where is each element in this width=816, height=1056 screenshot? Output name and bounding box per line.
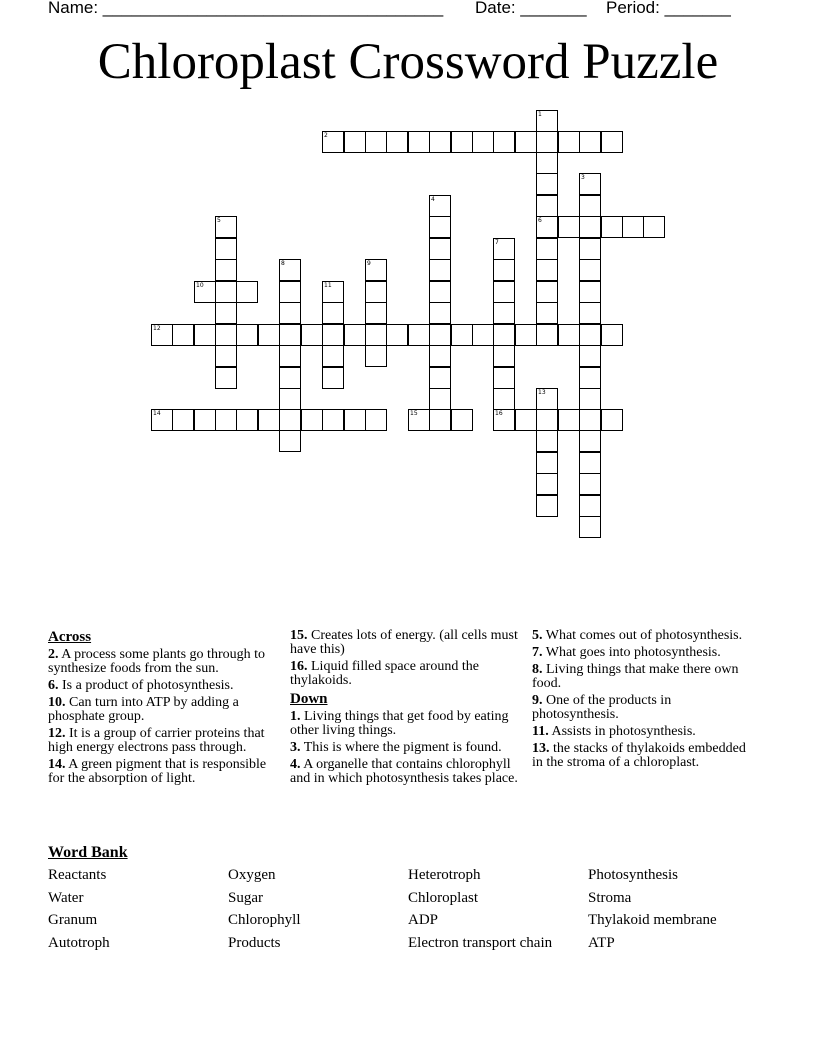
crossword-cell[interactable] [258,409,280,431]
crossword-cell[interactable] [301,324,323,346]
crossword-cell[interactable] [579,324,601,346]
word-bank-item: Chloroplast [408,889,478,906]
word-bank-item: Chlorophyll [228,912,301,929]
crossword-cell[interactable] [429,281,451,303]
crossword-cell[interactable] [579,195,601,217]
clue-down-5: 5. What comes out of photosynthesis. [532,628,743,643]
clues-column-1 [48,629,284,789]
crossword-cell[interactable] [579,452,601,474]
crossword-cell[interactable] [301,409,323,431]
crossword-cell[interactable] [579,345,601,367]
crossword-cell[interactable] [429,345,451,367]
crossword-cell[interactable] [365,302,387,324]
crossword-cell[interactable] [429,409,451,431]
crossword-cell[interactable] [579,238,601,260]
across-heading: Across [48,629,92,645]
crossword-cell[interactable] [215,345,237,367]
crossword-cell[interactable] [322,345,344,367]
clue-number: 6 [538,217,542,224]
clue-down-7: 7. What goes into photosynthesis. [532,645,721,660]
clue-down-3: 3. This is where the pigment is found. [290,740,502,755]
crossword-cell[interactable] [429,216,451,238]
crossword-cell[interactable] [579,131,601,153]
word-bank-item: Photosynthesis [588,867,679,883]
crossword-cell[interactable] [493,388,515,410]
page-title: Chloroplast Crossword Puzzle [97,34,719,90]
crossword-cell[interactable] [558,324,580,346]
crossword-cell[interactable] [558,409,580,431]
crossword-cell[interactable] [493,131,515,153]
crossword-cell[interactable] [279,324,301,346]
date-field[interactable]: Date: _______ [475,0,587,17]
clue-down-4: 4. A organelle that contains chlorophyll and in which photosynthesis takes place. [290,757,518,786]
crossword-cell[interactable] [493,324,515,346]
clue-number: 15 [410,410,418,417]
clue-number: 14 [153,410,161,417]
crossword-cell[interactable] [579,216,601,238]
crossword-cell[interactable] [172,324,194,346]
clue-number: 9 [367,260,371,267]
crossword-cell[interactable] [172,409,194,431]
crossword-cell[interactable] [622,216,644,238]
crossword-cell[interactable] [536,452,558,474]
name-field[interactable]: Name: ____________________________________ [48,0,444,17]
crossword-cell[interactable] [451,324,473,346]
clue-down-1: 1. Living things that get food by eating other living things. [290,709,509,738]
crossword-cell[interactable] [536,495,558,517]
crossword-cell[interactable] [601,409,623,431]
word-bank-item: Reactants [48,867,107,883]
crossword-cell[interactable] [365,345,387,367]
clue-number: 11 [324,282,332,289]
crossword-cell[interactable] [558,131,580,153]
crossword-cell[interactable] [493,345,515,367]
crossword-cell[interactable] [279,409,301,431]
crossword-cell[interactable] [493,302,515,324]
crossword-cell[interactable] [215,324,237,346]
crossword-cell[interactable] [579,409,601,431]
crossword-cell[interactable] [194,324,216,346]
crossword-cell[interactable] [279,388,301,410]
crossword-cell[interactable] [279,345,301,367]
clue-down-8: 8. Living things that make there own food. [532,662,739,691]
clue-number: 16 [495,410,503,417]
crossword-cell[interactable] [258,324,280,346]
crossword-cell[interactable] [386,131,408,153]
clue-across-16: 16. Liquid filled space around the thylakoids. [290,659,479,688]
crossword-cell[interactable] [429,259,451,281]
word-bank-item: Water [48,889,84,906]
crossword-cell[interactable] [429,388,451,410]
crossword-cell[interactable] [279,367,301,389]
crossword-cell[interactable] [536,238,558,260]
crossword-cell[interactable] [322,367,344,389]
crossword-cell[interactable] [215,281,237,303]
crossword-cell[interactable] [215,259,237,281]
clue-across-2: 2. A process some plants go through to synthesize foods from the sun. [48,647,265,676]
word-bank-item: ATP [588,935,615,952]
word-bank-item: ADP [408,912,439,929]
crossword-cell[interactable] [579,259,601,281]
crossword-cell[interactable] [322,409,344,431]
word-bank-item: Stroma [588,889,632,906]
word-bank-item: Oxygen [228,867,276,883]
crossword-cell[interactable] [386,324,408,346]
clue-across-15: 15. Creates lots of energy. (all cells must have this) [290,628,518,657]
crossword-cell[interactable] [236,281,258,303]
clue-number: 1 [538,111,542,118]
word-bank-item: Products [228,935,281,952]
crossword-cell[interactable] [493,367,515,389]
crossword-cell[interactable] [536,195,558,217]
down-heading: Down [290,691,328,707]
crossword-cell[interactable] [579,516,601,538]
clue-number: 7 [495,239,499,246]
crossword-cell[interactable] [279,302,301,324]
crossword-cell[interactable] [536,281,558,303]
word-bank-title: Word Bank [48,844,128,861]
crossword-cell[interactable] [493,281,515,303]
crossword-cell[interactable] [643,216,665,238]
crossword-cell[interactable] [451,409,473,431]
crossword-cell[interactable] [515,409,537,431]
crossword-cell[interactable] [536,259,558,281]
crossword-cell[interactable] [536,430,558,452]
clue-down-9: 9. One of the products in photosynthesis. [532,693,672,722]
crossword-cell[interactable] [279,430,301,452]
crossword-cell[interactable] [429,238,451,260]
clue-across-12: 12. It is a group of carrier proteins that high energy electrons pass through. [48,726,265,755]
crossword-cell[interactable] [536,473,558,495]
crossword-cell[interactable] [579,302,601,324]
crossword-cell[interactable] [279,281,301,303]
crossword-cell[interactable] [194,409,216,431]
crossword-cell[interactable] [579,430,601,452]
clue-down-13: 13. the stacks of thylakoids embedded in the stroma of a chloroplast. [532,741,746,770]
word-bank-item: Granum [48,912,98,929]
clue-number: 3 [581,174,585,181]
crossword-cell[interactable] [236,409,258,431]
crossword-cell[interactable] [536,302,558,324]
crossword-cell[interactable] [579,473,601,495]
crossword-cell[interactable] [429,324,451,346]
crossword-cell[interactable] [579,495,601,517]
crossword-cell[interactable] [429,131,451,153]
clues-column-2 [290,629,520,789]
crossword-cell[interactable] [472,131,494,153]
crossword-cell[interactable] [472,324,494,346]
crossword-cell[interactable] [579,281,601,303]
crossword-cell[interactable] [536,131,558,153]
clue-across-6: 6. Is a product of photosynthesis. [48,678,234,693]
clue-number: 12 [153,325,161,332]
clue-down-11: 11. Assists in photosynthesis. [532,724,696,739]
crossword-cell[interactable] [536,152,558,174]
period-field[interactable]: Period: _______ [606,0,731,17]
crossword-cell[interactable] [408,324,430,346]
crossword-cell[interactable] [579,367,601,389]
crossword-cell[interactable] [215,302,237,324]
word-bank-item: Autotroph [48,935,110,952]
crossword-cell[interactable] [322,302,344,324]
crossword-cell[interactable] [451,131,473,153]
word-bank-item: Thylakoid membrane [588,912,717,929]
word-bank-item: Electron transport chain [408,935,553,952]
crossword-cell[interactable] [215,409,237,431]
crossword-cell[interactable] [601,131,623,153]
clue-number: 8 [281,260,285,267]
clue-number: 13 [538,389,546,396]
crossword-cell[interactable] [579,388,601,410]
crossword-cell[interactable] [344,409,366,431]
clue-number: 10 [196,282,204,289]
crossword-cell[interactable] [601,324,623,346]
crossword-cell[interactable] [344,324,366,346]
crossword-cell[interactable] [236,324,258,346]
clue-number: 2 [324,132,328,139]
crossword-cell[interactable] [558,216,580,238]
word-bank-item: Sugar [228,889,263,906]
clue-number: 4 [431,196,435,203]
crossword-cell[interactable] [493,259,515,281]
crossword-cell[interactable] [322,324,344,346]
word-bank-item: Heterotroph [408,867,481,883]
crossword-cell[interactable] [536,409,558,431]
crossword-cell[interactable] [365,131,387,153]
crossword-cell[interactable] [536,173,558,195]
clues-column-3 [532,629,757,773]
crossword-cell[interactable] [365,409,387,431]
crossword-cell[interactable] [515,131,537,153]
crossword-cell[interactable] [344,131,366,153]
crossword-cell[interactable] [408,131,430,153]
crossword-cell[interactable] [429,302,451,324]
crossword-cell[interactable] [429,367,451,389]
crossword-cell[interactable] [215,367,237,389]
crossword-cell[interactable] [601,216,623,238]
clue-number: 5 [217,217,221,224]
clue-across-14: 14. A green pigment that is responsible for the absorption of light. [48,757,267,786]
crossword-cell[interactable] [365,324,387,346]
crossword-cell[interactable] [515,324,537,346]
crossword-cell[interactable] [536,324,558,346]
clue-across-10: 10. Can turn into ATP by adding a phosphate group. [48,695,239,724]
crossword-cell[interactable] [365,281,387,303]
crossword-cell[interactable] [215,238,237,260]
